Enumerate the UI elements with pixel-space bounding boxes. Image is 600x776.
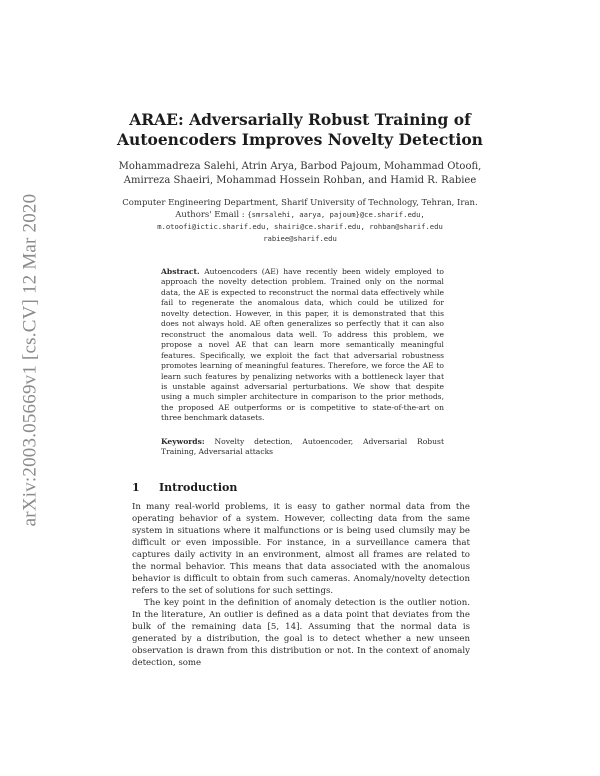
emails-line-1: {smrsalehi, aarya, pajoum}@ce.sharif.edu, [247,210,425,219]
paper-title [110,110,490,150]
authors-line-2: Amirreza Shaeiri, Mohammad Hossein Rohban, and Hamid R. Rabiee [123,175,477,186]
abstract-label: Abstract. [161,267,200,276]
intro-paragraph-2: The key point in the definition of anomaly detection is the outlier notion. In the literature, An outlier is defined as a data point that deviates from the bulk of the remaining data [5, 14]. Assuming that the normal data is generated by a distribution, the goal is to detect whether a new unseen observation is drawn from this distribution or not. In the context of anomaly detection, some [132,598,470,668]
section-title: Introduction [159,481,238,494]
affiliation-block [110,198,490,245]
section-number: 1 [132,481,140,494]
title-line-1: ARAE: Adversarially Robust Training of [129,110,471,129]
emails-line-3: rabiee@sharif.edu [263,234,337,243]
authors-line-1: Mohammadreza Salehi, Atrin Arya, Barbod Pajoum, Mohammad Otoofi, [118,161,482,172]
abstract [161,267,444,424]
section-heading [132,481,237,494]
keywords-text: Novelty detection, Autoencoder, Adversarial Robust Training, Adversarial attacks [161,437,444,457]
arxiv-stamp [8,160,52,560]
arxiv-stamp-text: arXiv:2003.05669v1 [cs.CV] 12 Mar 2020 [19,193,41,527]
abstract-text: Autoencoders (AE) have recently been widely employed to approach the novelty detection problem. Trained only on the normal data, the AE is expected to reconstruct the normal data effectively while fail to regenerate the anomalous data, which could be utilized for novelty detection. However, in this paper, it is demonstrated that this does not always hold. AE often generalizes so perfectly that it can also reconstruct the anomalous data well. To address this problem, we propose a novel AE that can learn more semantically meaningful features. Specifically, we exploit the fact that adversarial robustness promotes learning of meaningful features. Therefore, we force the AE to learn such features by penalizing networks with a bottleneck layer that is unstable against adversarial perturbations. We show that despite using a much simpler architecture in comparison to the prior methods, the proposed AE outperforms or is competitive to state-of-the-art on three benchmark datasets. [161,267,444,423]
intro-paragraph-1: In many real-world problems, it is easy to gather normal data from the operating behavior of a system. However, collecting data from the same system in situations where it malfunctions or is being used clumsily may be difficult or even impossible. For instance, in a surveillance camera that captures daily activity in an environment, almost all frames are related to the normal behavior. This means that data associated with the anomalous behavior is difficult to obtain from such cameras. Anomaly/novelty detection refers to the set of solutions for such settings. [132,502,470,596]
emails-label: Authors' Email : [175,210,245,220]
keywords-label: Keywords: [161,437,205,446]
title-line-2: Autoencoders Improves Novelty Detection [117,130,483,149]
keywords [161,437,444,458]
emails-line-2: m.otoofi@ictic.sharif.edu, shairi@ce.sharif.edu, rohban@sharif.edu [157,222,443,231]
author-list [110,160,490,188]
section-body [132,501,470,669]
affiliation: Computer Engineering Department, Sharif University of Technology, Tehran, Iran. [122,198,478,208]
